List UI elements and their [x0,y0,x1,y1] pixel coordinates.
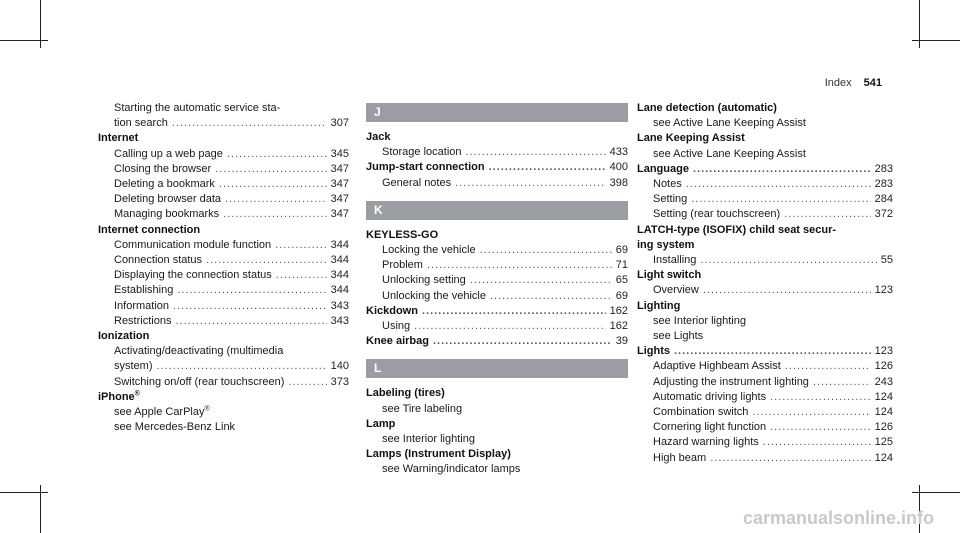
index-entry[interactable]: Automatic driving lights ..... 124 [637,390,893,405]
index-entry[interactable]: Deleting browser data ..... 347 [98,192,349,207]
index-term: Internet connection [98,223,201,236]
index-term[interactable]: Knee airbag ..... 39 [366,334,628,349]
index-entry[interactable]: Adaptive Highbeam Assist ..... 126 [637,359,893,374]
index-entry[interactable]: Starting the automatic service sta- [114,102,281,114]
index-term[interactable]: Jump-start connection ..... 400 [366,160,628,175]
see-reference[interactable]: see Interior lighting [382,433,475,446]
page-header [825,77,882,89]
index-term[interactable]: Kickdown ..... 162 [366,304,628,319]
index-entry[interactable]: Problem ..... 71 [366,258,628,273]
index-entry[interactable]: General notes ..... 398 [366,176,628,191]
index-entry[interactable]: Activating/deactivating (multimedia [114,345,284,358]
index-entry[interactable]: High beam ..... 124 [637,451,893,466]
index-term: KEYLESS-GO [366,228,439,241]
index-term: LATCH-type (ISOFIX) child seat secur- [637,223,837,236]
index-entry[interactable]: system) ..... 140 [98,359,349,374]
index-entry[interactable]: Setting (rear touchscreen) ..... 372 [637,207,893,222]
letter-heading-k: K [366,201,628,220]
index-entry[interactable]: Adjusting the instrument lighting ..... 243 [637,375,893,390]
header-title: Index [824,77,852,89]
crop-mark [912,40,960,41]
index-entry[interactable]: Information ..... 343 [98,299,349,314]
index-entry[interactable]: Cornering light function ..... 126 [637,420,893,435]
index-entry[interactable]: Connection status ..... 344 [98,253,349,268]
index-entry[interactable]: tion search ..... 307 [98,116,349,131]
index-term: Lamp [366,417,396,430]
index-entry[interactable]: Hazard warning lights ..... 125 [637,435,893,450]
index-entry[interactable]: Switching on/off (rear touchscreen) ..... 373 [98,375,349,390]
letter-heading-l: L [366,359,628,378]
index-entry[interactable]: Overview ..... 123 [637,283,893,298]
index-column-3 [637,101,893,466]
crop-mark [912,492,960,493]
index-term: Ionization [98,330,150,343]
index-entry[interactable]: Combination switch ..... 124 [637,405,893,420]
index-term: iPhone® [98,390,140,403]
index-column-2 [366,101,628,478]
index-term: Lane detection (automatic) [637,102,777,114]
index-term: Light switch [637,269,702,282]
index-entry[interactable]: Restrictions ..... 343 [98,314,349,329]
see-reference[interactable]: see Lights [653,330,704,343]
index-entry[interactable]: Notes ..... 283 [637,177,893,192]
index-entry[interactable]: Closing the browser ..... 347 [98,162,349,177]
index-entry[interactable]: Setting ..... 284 [637,192,893,207]
index-entry[interactable]: Installing ..... 55 [637,253,893,268]
index-entry[interactable]: Deleting a bookmark ..... 347 [98,177,349,192]
see-reference[interactable]: see Warning/indicator lamps [382,463,521,476]
see-reference[interactable]: see Interior lighting [653,314,746,327]
index-entry[interactable]: Unlocking setting ..... 65 [366,273,628,288]
index-entry[interactable]: Locking the vehicle ..... 69 [366,243,628,258]
index-entry[interactable]: Displaying the connection status ..... 344 [98,268,349,283]
see-reference[interactable]: see Mercedes-Benz Link [114,421,236,434]
index-entry[interactable]: Establishing ..... 344 [98,283,349,298]
index-entry[interactable]: Communication module function ..... 344 [98,238,349,253]
index-term: Labeling (tires) [366,387,445,400]
index-entry[interactable]: Calling up a web page ..... 345 [98,147,349,162]
crop-mark [0,492,48,493]
index-entry[interactable]: Managing bookmarks ..... 347 [98,207,349,222]
letter-heading-j: J [366,103,628,122]
see-reference[interactable]: see Active Lane Keeping Assist [653,147,806,160]
index-entry[interactable]: Using ..... 162 [366,319,628,334]
index-term[interactable]: Language ..... 283 [637,162,893,177]
watermark: carmanualsonline.info [742,508,934,528]
see-reference[interactable]: see Tire labeling [382,402,463,415]
index-term: Lamps (Instrument Display) [366,448,511,461]
index-term: Lighting [637,299,681,312]
index-term: Jack [366,131,391,143]
see-reference[interactable]: see Apple CarPlay® [114,405,210,419]
index-term: ing system [637,238,695,251]
index-column-1 [98,101,349,435]
crop-mark [0,40,48,41]
index-term[interactable]: Lights ..... 123 [637,344,893,359]
index-term: Lane Keeping Assist [637,132,745,145]
page-number: 541 [863,77,882,89]
see-reference[interactable]: see Active Lane Keeping Assist [653,117,806,130]
index-entry[interactable]: Storage location ..... 433 [366,145,628,160]
index-entry[interactable]: Unlocking the vehicle ..... 69 [366,289,628,304]
index-term: Internet [98,132,139,145]
